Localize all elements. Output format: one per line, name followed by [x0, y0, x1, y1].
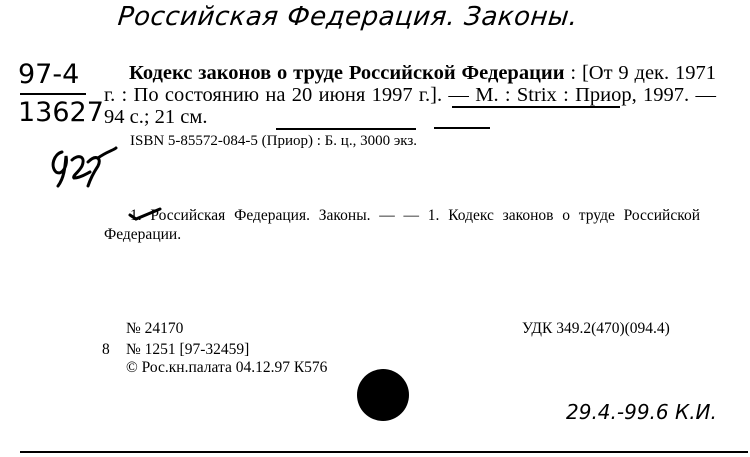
chamber-copyright: © Рос.кн.палата 04.12.97 К576 [126, 359, 328, 376]
pencil-underline-imprint [276, 128, 416, 130]
registration-number: № 24170 [126, 320, 184, 337]
handwritten-heading: Российская Федерация. Законы. [116, 2, 580, 32]
handwritten-date-initials: 29.4.-99.6 К.И. [566, 400, 717, 424]
entry-imprint: : [От 9 дек. 1971 г. : По состоянию на 20 июня 1997 г.]. — М. : Strix : Приор, 1997. — 94 с.; 21 см. [104, 62, 716, 128]
accession-numbers: № 1251 [97-32459] [126, 341, 250, 358]
copies-count: 8 [102, 341, 110, 358]
pencil-underline-size [434, 127, 490, 129]
udk-classification: УДК 349.2(470)(094.4) [522, 320, 670, 337]
tracing-note: 1. Российская Федерация. Законы. — — 1. Кодекс законов о труде Российской Федерации. [104, 207, 700, 243]
isbn-line: ISBN 5-85572-084-5 (Приор) : Б. ц., 3000 экз. [130, 133, 418, 149]
pencil-underline-date [452, 106, 620, 108]
shelf-mark-line-2: 13627 [18, 97, 104, 128]
shelf-mark-divider [20, 93, 86, 95]
marginal-note-text: д27 [44, 144, 46, 145]
bibliographic-entry [104, 62, 716, 128]
tracing-checkmark-icon [128, 207, 162, 221]
entry-title: Кодекс законов о труде Российской Федерации [129, 62, 565, 84]
shelf-mark-line-1: 97-4 [18, 59, 80, 90]
marginal-note-scribble [44, 144, 118, 194]
ink-blot [357, 369, 409, 421]
card-bottom-edge [20, 451, 748, 453]
